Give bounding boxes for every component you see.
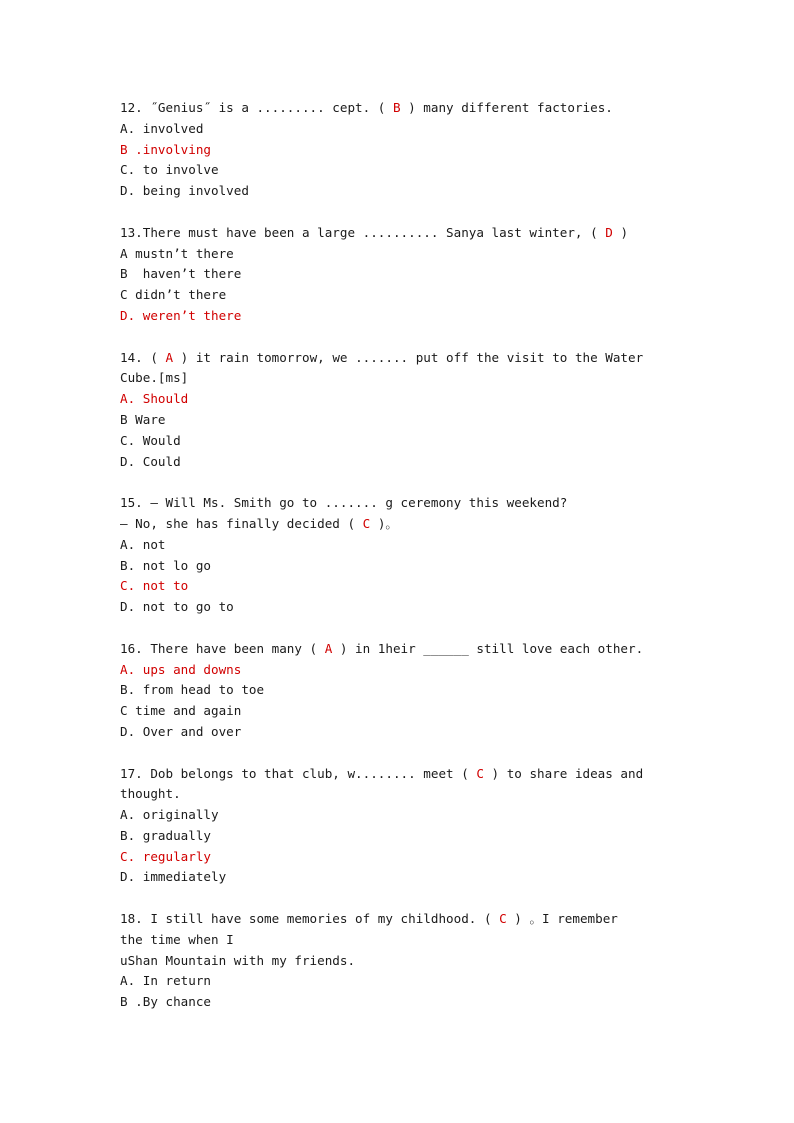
answer-letter: A [165, 349, 174, 365]
question-13 [120, 223, 680, 327]
answer-letter: B [392, 100, 401, 115]
question-stem-line [120, 909, 680, 930]
question-stem-line [120, 514, 680, 535]
option: A. originally [120, 807, 219, 823]
option: B. gradually [120, 827, 211, 843]
option: C. to involve [120, 162, 219, 178]
question-18 [120, 909, 680, 1013]
question-stem-line [120, 930, 680, 951]
option-correct: A. ups and downs [120, 661, 242, 677]
question-stem-line [120, 784, 680, 805]
question-stem-line [120, 348, 680, 369]
stem-text: 13.There must have been a large .......... Sanya last winter, ( [120, 224, 606, 240]
answer-letter: C [362, 515, 371, 531]
question-stem-line [120, 98, 680, 119]
stem-text: 17. Dob belongs to that club, w........ meet ( [120, 765, 477, 781]
stem-text: ) 。I remember [506, 911, 618, 927]
question-stem-line [120, 951, 680, 972]
option-correct: C. regularly [120, 848, 211, 864]
question-stem-line [120, 223, 680, 244]
stem-text: )。 [370, 515, 398, 531]
stem-text: Cube.[ms] [120, 370, 189, 386]
option: B Ware [120, 411, 166, 427]
stem-text: 15. — Will Ms. Smith go to ....... g ceremony this weekend? [120, 495, 568, 511]
option: A. involved [120, 120, 204, 136]
option-correct: A. Should [120, 391, 189, 407]
stem-text: ) many different factories. [400, 100, 613, 115]
option: D. Could [120, 453, 181, 469]
stem-text: ) it rain tomorrow, we ....... put off the visit to the Water [173, 349, 644, 365]
question-stem-line [120, 764, 680, 785]
option: D. immediately [120, 869, 227, 885]
option: C didn’t there [120, 287, 227, 303]
option: D. not to go to [120, 599, 234, 615]
stem-text: thought. [120, 786, 181, 802]
option-correct: D. weren’t there [120, 307, 242, 323]
stem-text: 16. There have been many ( [120, 640, 325, 656]
stem-text: the time when I [120, 931, 234, 947]
question-15 [120, 493, 680, 618]
option-correct: B .involving [120, 141, 211, 157]
question-stem-line [120, 368, 680, 389]
question-14 [120, 348, 680, 473]
option: A mustn’t there [120, 245, 234, 261]
answer-letter: D [605, 224, 613, 240]
question-stem-line [120, 493, 680, 514]
stem-text: ) in 1heir ______ still love each other. [332, 640, 644, 656]
answer-letter: C [499, 911, 507, 927]
stem-text: ) [612, 224, 629, 240]
answer-letter: C [476, 765, 484, 781]
option: C time and again [120, 703, 242, 719]
question-12 [120, 98, 680, 202]
question-16 [120, 639, 680, 743]
stem-text: — No, she has finally decided ( [120, 515, 363, 531]
answer-letter: A [324, 640, 333, 656]
option: B. not lo go [120, 557, 211, 573]
option: D. being involved [120, 183, 249, 199]
question-17 [120, 764, 680, 889]
option: B. from head to toe [120, 682, 265, 698]
stem-text: 12. ˝Genius˝ is a ......... cept. ( [120, 100, 393, 115]
question-stem-line [120, 639, 680, 660]
stem-text: ) to share ideas and [483, 765, 644, 781]
stem-text: 14. ( [120, 349, 166, 365]
option: A. In return [120, 973, 211, 989]
option: A. not [120, 536, 166, 552]
option: D. Over and over [120, 723, 242, 739]
question-list [120, 98, 680, 1034]
stem-text: uShan Mountain with my friends. [120, 952, 356, 968]
option-correct: C. not to [120, 578, 189, 594]
option: B haven’t there [120, 266, 242, 282]
option: B .By chance [120, 994, 211, 1010]
option: C. Would [120, 432, 181, 448]
stem-text: 18. I still have some memories of my childhood. ( [120, 911, 500, 927]
